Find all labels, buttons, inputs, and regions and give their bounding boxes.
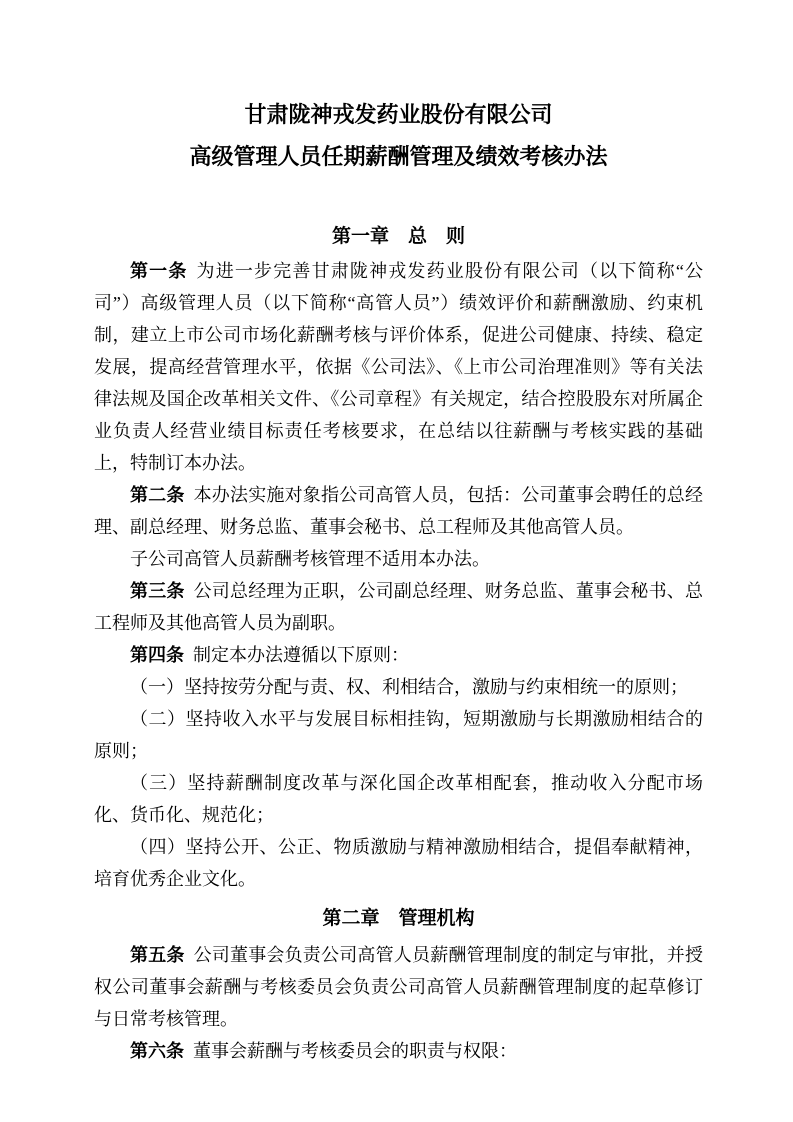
article-4-item-4-text: （四）坚持公开、公正、物质激励与精神激励相结合，提倡奉献精神，培育优秀企业文化。 [94,837,703,889]
article-4-item-3-text: （三）坚持薪酬制度改革与深化国企改革相配套，推动收入分配市场化、货币化、规范化； [94,773,703,825]
article-4-item-4 [94,831,703,895]
doc-title-line-2: 高级管理人员任期薪酬管理及绩效考核办法 [189,144,608,169]
article-5-label: 第五条 [130,945,185,965]
article-6-label: 第六条 [130,1041,184,1061]
article-3 [94,575,703,639]
doc-title-line-1: 甘肃陇神戎发药业股份有限公司 [244,102,553,127]
article-6-text: 董事会薪酬与考核委员会的职责与权限： [193,1041,517,1061]
article-4-item-2 [94,703,703,767]
article-6 [94,1035,703,1067]
article-4-item-2-text: （二）坚持收入水平与发展目标相挂钩，短期激励与长期激励相结合的原则； [94,709,703,761]
article-4-label: 第四条 [130,645,184,665]
article-5-text: 公司董事会负责公司高管人员薪酬管理制度的制定与审批，并授权公司董事会薪酬与考核委员会负责公司高管人员薪酬管理制度的起草修订与日常考核管理。 [94,945,704,1029]
chapter-1-heading: 第一章 总 则 [331,226,465,247]
article-4 [94,639,703,671]
article-2-subparagraph [94,543,703,575]
chapter-2-heading: 第二章 管理机构 [322,908,475,929]
article-3-text: 公司总经理为正职，公司副总经理、财务总监、董事会秘书、总工程师及其他高管人员为副职。 [94,581,704,633]
article-2-label: 第二条 [130,485,185,505]
article-1 [94,255,703,479]
article-3-label: 第三条 [130,581,185,601]
article-4-text: 制定本办法遵循以下原则： [193,645,409,665]
article-4-item-1-text: （一）坚持按劳分配与责、权、利相结合，激励与约束相统一的原则； [130,677,688,697]
article-1-text: 为进一步完善甘肃陇神戎发药业股份有限公司（以下简称“公司”）高级管理人员（以下简称“高管人员”）绩效评价和薪酬激励、约束机制，建立上市公司市场化薪酬考核与评价体系，促进公司健康、持续、稳定发展，提高经营管理水平，依据《公司法》、《上市公司治理准则》等有关法律法规及国企改革相关文件、《公司章程》有关规定，结合控股股东对所属企业负责人经营业绩目标责任考核要求，在总结以往薪酬与考核实践的基础上，特制订本办法。 [94,261,704,473]
article-2 [94,479,703,543]
article-4-item-3 [94,767,703,831]
article-2-text: 本办法实施对象指公司高管人员，包括：公司董事会聘任的总经理、副总经理、财务总监、董事会秘书、总工程师及其他高管人员。 [94,485,704,537]
article-5 [94,939,703,1035]
article-1-label: 第一条 [130,261,188,281]
article-2-subparagraph-text: 子公司高管人员薪酬考核管理不适用本办法。 [130,549,490,569]
article-4-item-1 [94,671,703,703]
